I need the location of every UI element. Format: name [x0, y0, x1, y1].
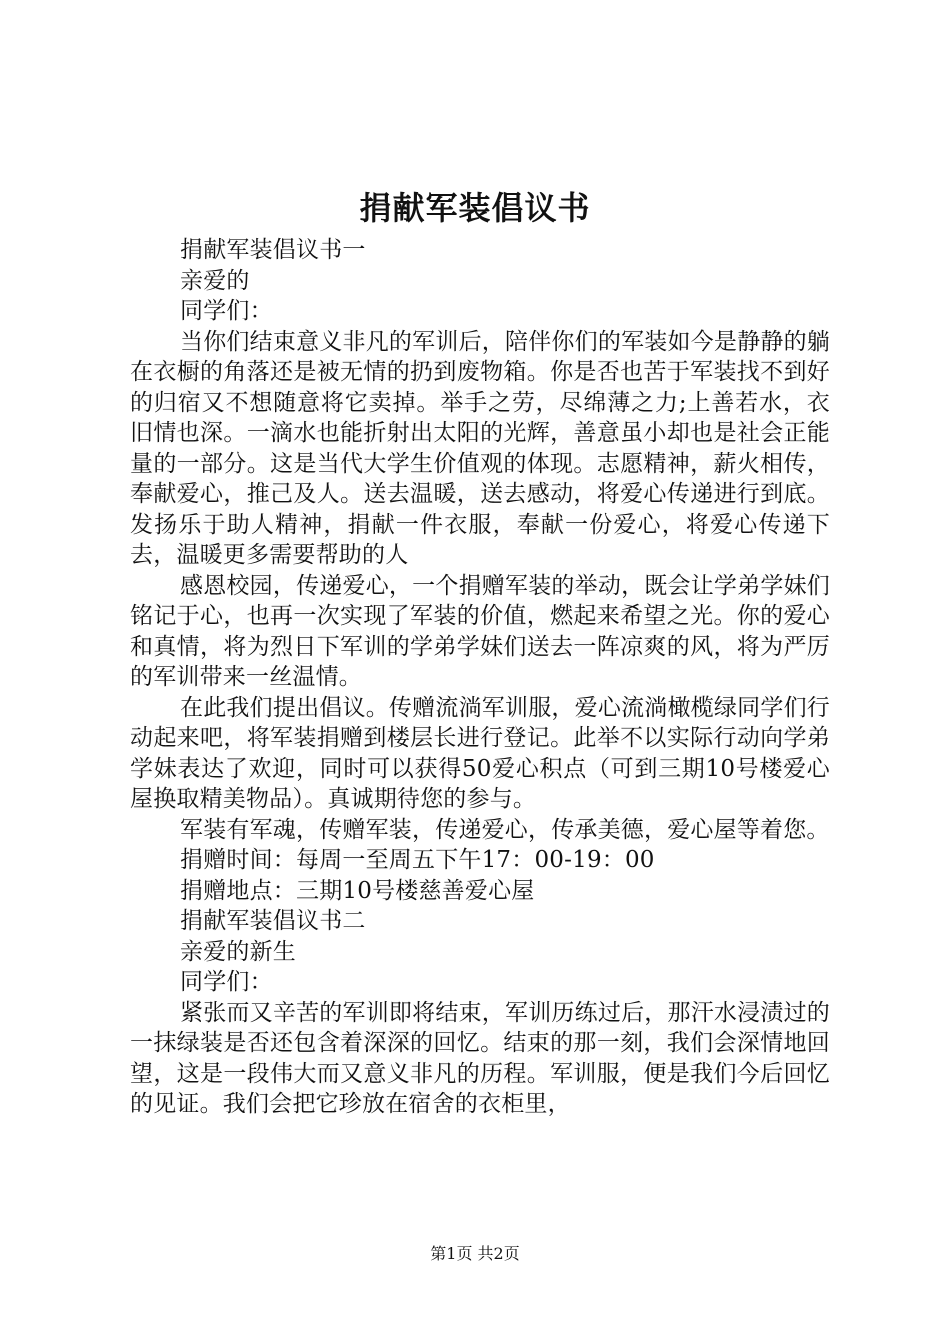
paragraph-salutation-1: 亲爱的	[180, 267, 250, 294]
paragraph-body: 感恩校园，传递爱心，一个捐赠军装的举动，既会让学弟学妹们铭记于心，也再一次实现了军装的价值，燃起来希望之光。你的爱心和真情，将为烈日下军训的学弟学妹们送去一阵凉爽的风，将为严厉的军训带来一丝温情。	[130, 572, 830, 690]
paragraph-heading-2: 捐献军装倡议书二	[180, 908, 366, 934]
paragraph-salutation-2: 同学们：	[180, 298, 273, 324]
paragraph-body: 军装有军魂，传赠军装，传递爱心，传承美德，爱心屋等着您。	[180, 816, 830, 843]
paragraph-donation-place: 捐赠地点：三期10号楼慈善爱心屋	[180, 877, 535, 904]
paragraph-salutation-4: 同学们：	[180, 969, 273, 995]
paragraph-body: 当你们结束意义非凡的军训后，陪伴你们的军装如今是静静的躺在衣橱的角落还是被无情的扔到废物箱。你是否也苦于军装找不到好的归宿又不想随意将它卖掉。举手之劳，尽绵薄之力;上善若水，衣旧情也深。一滴水也能折射出太阳的光辉，善意虽小却也是社会正能量的一部分。这是当代大学生价值观的体现。志愿精神，薪火相传，奉献爱心，推己及人。送去温暖，送去感动，将爱心传递进行到底。发扬乐于助人精神，捐献一件衣服，奉献一份爱心，将爱心传递下去，温暖更多需要帮助的人	[130, 328, 830, 568]
page-number-footer: 第1页 共2页	[430, 1244, 520, 1263]
paragraph-body: 紧张而又辛苦的军训即将结束，军训历练过后，那汗水浸渍过的一抹绿装是否还包含着深深的回忆。结束的那一刻，我们会深情地回望，这是一段伟大而又意义非凡的历程。军训服，便是我们今后回忆的见证。我们会把它珍放在宿舍的衣柜里，	[130, 999, 830, 1117]
paragraph-donation-time: 捐赠时间：每周一至周五下午17：00-19：00	[180, 847, 655, 873]
paragraph-salutation-3: 亲爱的新生	[180, 938, 296, 965]
document-title: 捐献军装倡议书	[359, 189, 591, 227]
document-body	[130, 235, 830, 1120]
paragraph-heading-1: 捐献军装倡议书一	[180, 237, 366, 263]
paragraph-body: 在此我们提出倡议。传赠流淌军训服，爱心流淌橄榄绿同学们行动起来吧，将军装捐赠到楼层长进行登记。此举不以实际行动向学弟学妹表达了欢迎，同时可以获得50爱心积点（可到三期10号楼爱心屋换取精美物品）。真诚期待您的参与。	[130, 694, 830, 812]
